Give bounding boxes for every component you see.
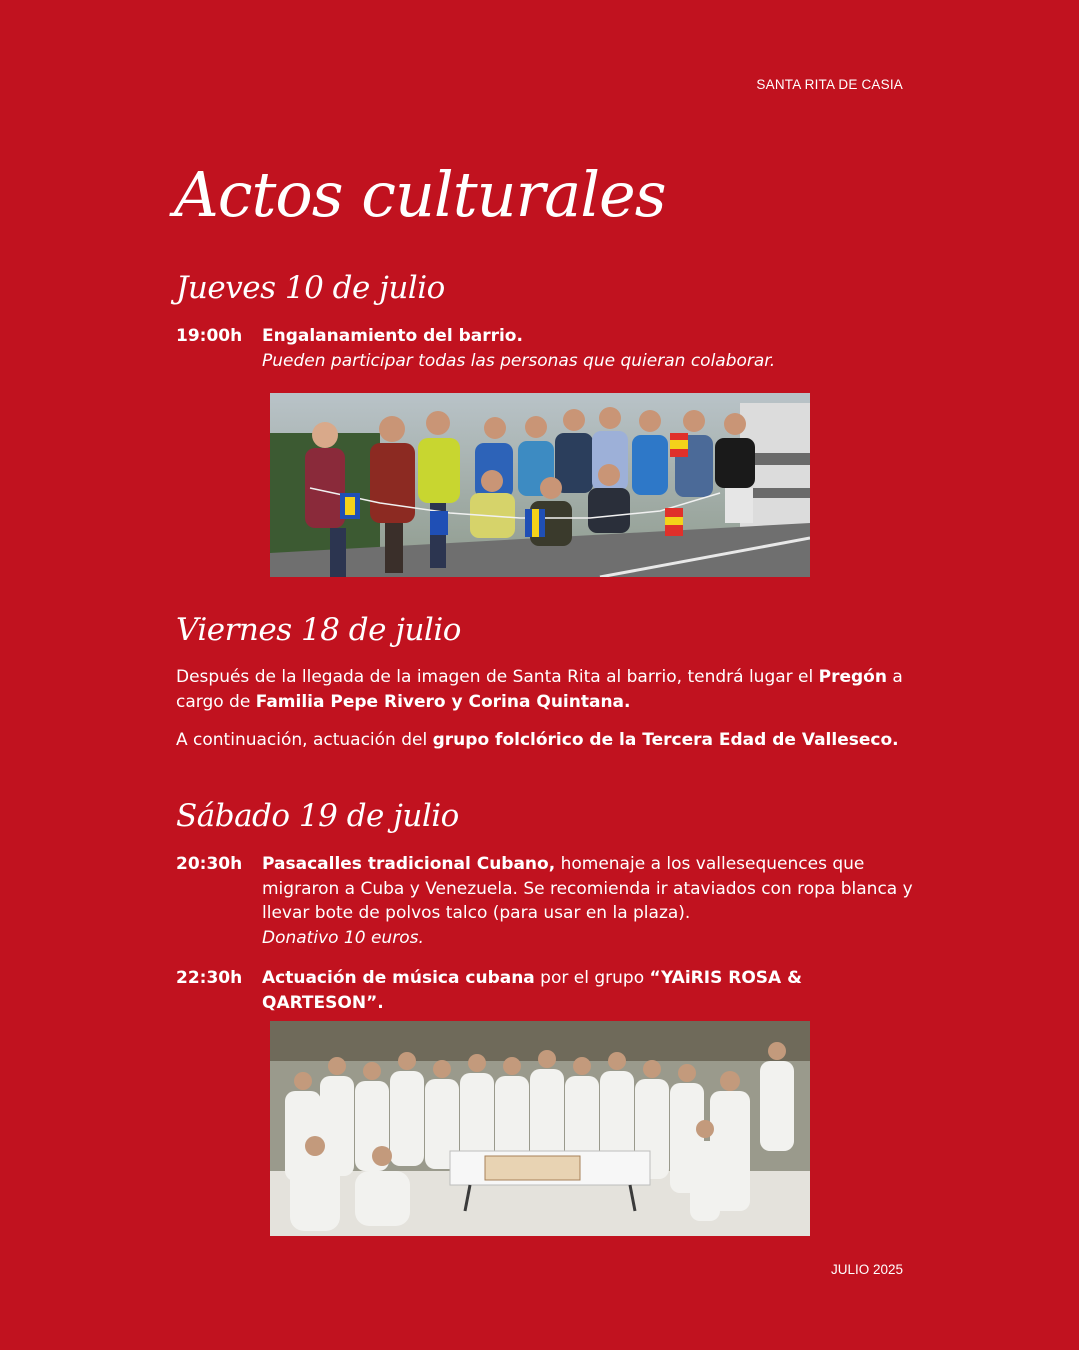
event-pasacalles — [176, 852, 916, 950]
event-time: 22:30h — [176, 968, 243, 988]
event-title: Pasacalles tradicional Cubano, — [262, 854, 556, 874]
event-musica-cubana — [176, 966, 916, 1015]
event-title: Engalanamiento del barrio. — [262, 326, 523, 346]
event-description: por el grupo — [534, 968, 650, 988]
pregon-speakers: Familia Pepe Rivero y Corina Quintana. — [255, 691, 631, 712]
group-photo-pasacalles — [270, 1021, 810, 1236]
page-title: Actos culturales — [174, 158, 666, 231]
header-label: SANTA RITA DE CASIA — [756, 77, 903, 92]
day-heading-jueves: Jueves 10 de julio — [176, 270, 445, 306]
folclorico-text: A continuación, actuación del — [176, 730, 433, 750]
event-group-name: “YAiRIS ROSA & QARTESON”. — [262, 968, 802, 1013]
event-time: 20:30h — [176, 854, 243, 874]
pregon-paragraph — [176, 665, 911, 714]
event-time: 19:00h — [176, 326, 243, 346]
pregon-text-2: a cargo de — [176, 667, 903, 712]
event-title: Actuación de música cubana — [262, 968, 535, 988]
event-description: homenaje a los vallesequences que migraron a Cuba y Venezuela. Se recomienda ir ataviados con ropa blanca y llevar bote de polvos talco (para usar en la plaza). — [262, 854, 913, 923]
folclorico-paragraph — [176, 728, 911, 753]
event-note: Donativo 10 euros. — [262, 927, 424, 948]
folclorico-group: grupo folclórico de la Tercera Edad de Valleseco. — [432, 730, 899, 750]
day-heading-viernes: Viernes 18 de julio — [176, 612, 461, 648]
event-note: Pueden participar todas las personas que quieran colaborar. — [262, 350, 776, 371]
pregon-label: Pregón — [818, 667, 887, 687]
event-engalanamiento — [176, 324, 916, 373]
footer-label: JULIO 2025 — [830, 1262, 903, 1277]
group-photo-engalanamiento — [270, 393, 810, 577]
day-heading-sabado: Sábado 19 de julio — [176, 798, 459, 834]
pregon-text-1: Después de la llegada de la imagen de Santa Rita al barrio, tendrá lugar el — [176, 667, 819, 687]
